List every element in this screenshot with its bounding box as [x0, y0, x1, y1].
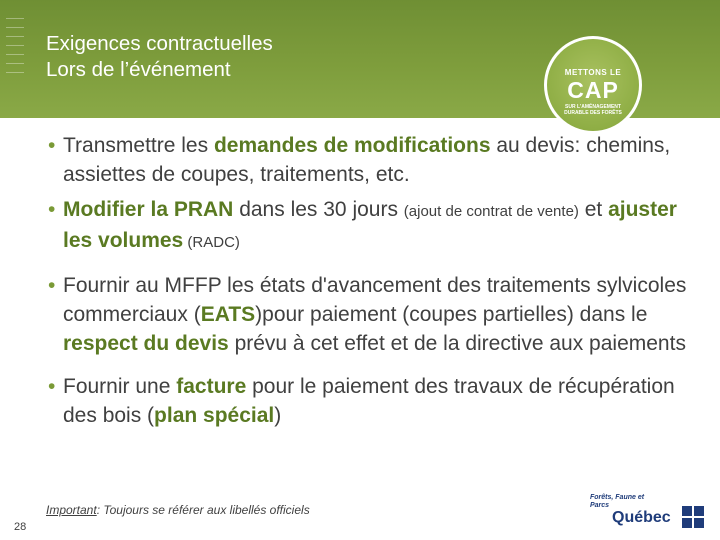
- note-label: Important: [46, 503, 97, 517]
- mettons-le-cap-logo: [544, 36, 642, 134]
- logo-sub-text: SUR L'AMÉNAGEMENT DURABLE DES FORÊTS: [564, 104, 622, 116]
- bullet-dot-icon: •: [48, 134, 56, 157]
- title-line-2: Lors de l’événement: [46, 58, 231, 81]
- bullet-dot-icon: •: [48, 198, 56, 221]
- ministry-name: Forêts, Faune et Parcs: [590, 494, 645, 509]
- bullet-list: [48, 130, 708, 430]
- note-text: : Toujours se référer aux libellés officiels: [96, 503, 310, 517]
- slide-title: [46, 31, 273, 83]
- bullet-item: • Fournir au MFFP les états d'avancement des traitements sylvicoles commerciaux (EATS)pour paiement (coupes partielles) dans le respect du devis prévu à cet effet et de la directive aux paiements: [48, 271, 708, 358]
- bullet-item: • Fournir une facture pour le paiement des travaux de récupération des bois (plan spécial): [48, 372, 708, 430]
- bullet-dot-icon: •: [48, 375, 56, 398]
- quebec-flag-icon: [682, 506, 704, 528]
- bullet-dot-icon: •: [48, 274, 56, 297]
- logo-main-text: CAP: [567, 77, 619, 103]
- bullet-item: • Modifier la PRAN dans les 30 jours (ajout de contrat de vente) et ajuster les volumes (RADC): [48, 195, 708, 257]
- quebec-wordmark: Québec: [612, 509, 671, 526]
- banner-decoration: [6, 18, 24, 88]
- important-note: [46, 503, 310, 517]
- bullet-item: • Transmettre les demandes de modifications au devis: chemins, assiettes de coupes, traitements, etc.: [48, 131, 708, 189]
- page-number: 28: [14, 521, 27, 533]
- title-line-1: Exigences contractuelles: [46, 32, 273, 55]
- logo-top-text: METTONS LE: [564, 68, 622, 77]
- quebec-government-logo: [588, 491, 708, 531]
